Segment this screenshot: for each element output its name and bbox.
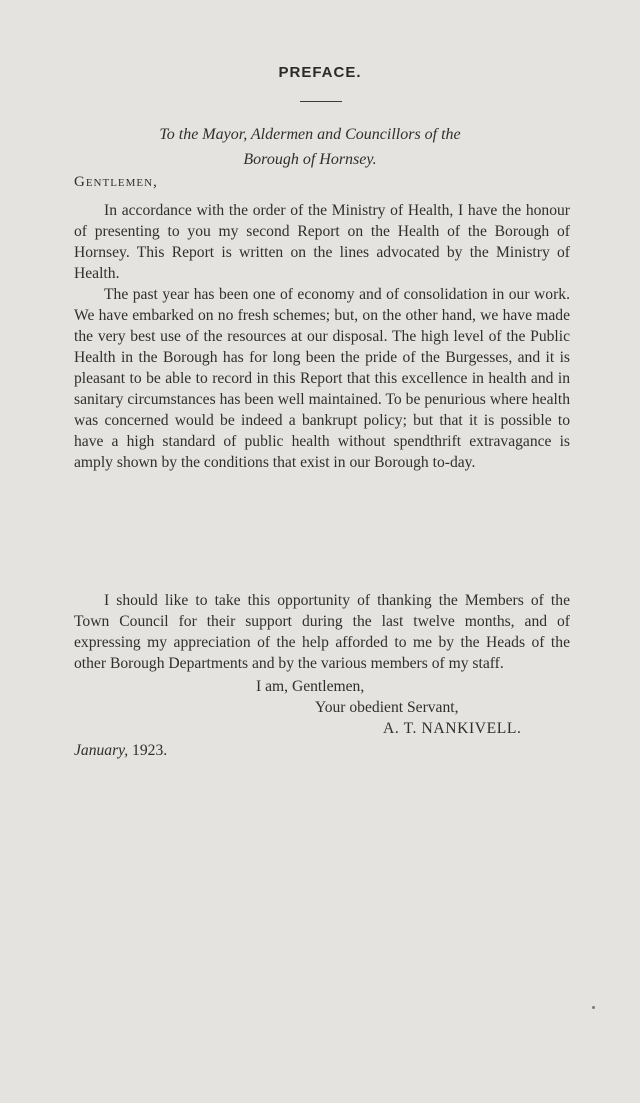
paragraph-1: In accordance with the order of the Ministry of Health, I have the honour of presenting to you my second Report on the Health of the Borough of Hornsey. This Report is written on the lines advocated by the Ministry of Health.: [74, 202, 570, 282]
signature: A. T. NANKIVELL.: [383, 720, 522, 737]
address-block: [80, 122, 540, 172]
address-line-2: Borough of Hornsey.: [243, 151, 377, 168]
page-title: PREFACE.: [278, 64, 362, 81]
closing-line-2: Your obedient Servant,: [315, 699, 459, 716]
paragraph-3: I should like to take this opportunity of thanking the Members of the Town Council for their support during the last twelve months, and of expressing my appreciation of the help afforded to me by the Heads of the other Borough Departments and by the various members of my staff.: [74, 592, 570, 672]
salutation: Gentlemen,: [74, 174, 158, 190]
paper-speck: [592, 1006, 595, 1009]
date-year: 1923.: [132, 742, 168, 759]
paragraph-2: The past year has been one of economy and of consolidation in our work. We have embarked on no fresh schemes; but, on the other hand, we have made the very best use of the resources at our disposal. The high level of the Public Health in the Borough has for long been the pride of the Burgesses, and it is pleasant to be able to record in this Report that this excellence in health and in sanitary circumstances has been well maintained. To be penurious where health was concerned would be indeed a bankrupt policy; but that it is possible to have a high standard of public health without spendthrift extravagance is amply shown by the conditions that exist in our Borough to-day.: [74, 286, 570, 471]
date-line: [74, 740, 167, 761]
address-line-1: To the Mayor, Aldermen and Councillors of the: [159, 126, 461, 143]
closing-line-1: I am, Gentlemen,: [256, 678, 365, 695]
date-month: January,: [74, 742, 129, 759]
title-divider: [300, 101, 342, 102]
